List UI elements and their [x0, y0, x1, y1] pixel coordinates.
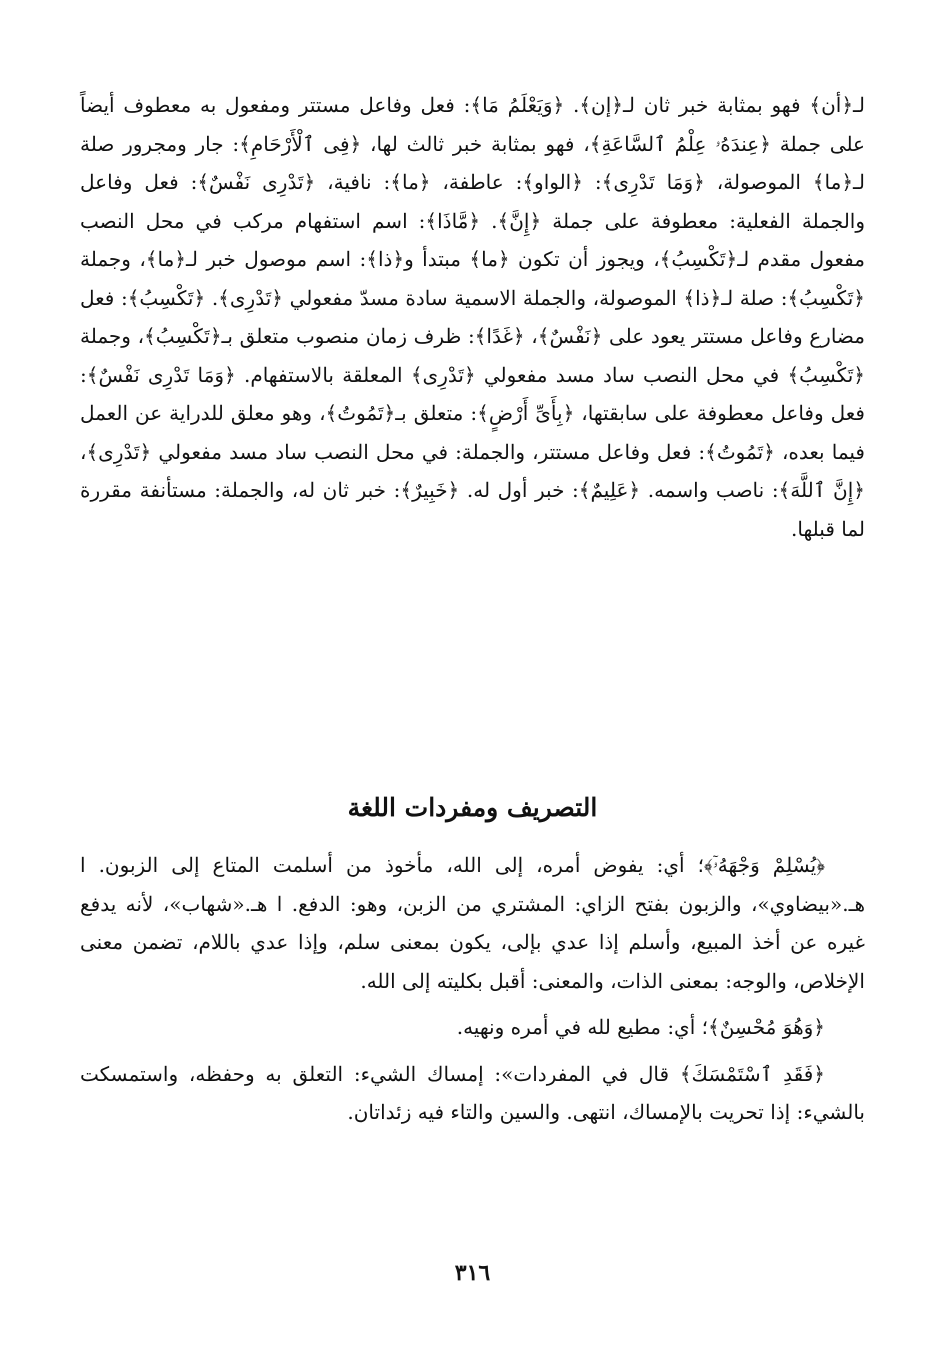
tasrif-section	[80, 846, 865, 1132]
section-heading: التصريف ومفردات اللغة	[347, 793, 598, 822]
tasrif-paragraph-yuslim-text: ﴿يُسْلِمْ وَجْهَهُۥٓ﴾؛ أي: يفوض أمره، إلى الله، مأخوذ من أسلمت المتاع إلى الزبون. ا هـ.«بيضاوي»، والزبون بفتح الزاي: المشتري من الزبن، وهو: الدفع. ا هـ.«شهاب»، لأنه يدفع غيره عن أخذ المبيع، وأسلم إذا عدي بإلى، يكون بمعنى سلم، وإذا عدي باللام، تضمن معنى الإخلاص، والوجه: بمعنى الذات، والمعنى: أقبل بكليته إلى الله.	[80, 853, 865, 993]
tasrif-paragraph-muhsin	[80, 1008, 865, 1047]
tasrif-paragraph-muhsin-text: ﴿وَهُوَ مُحْسِنٌ﴾؛ أي: مطيع لله في أمره ونهيه.	[456, 1015, 825, 1039]
tasrif-paragraph-istamsaka	[80, 1055, 865, 1132]
irab-section	[80, 86, 865, 548]
page-number: ٣١٦	[454, 1260, 491, 1286]
irab-paragraph: لـ﴿أن﴾ فهو بمثابة خبر ثان لـ﴿إن﴾. ﴿وَيَعْلَمُ مَا﴾: فعل وفاعل مستتر ومفعول به معطوف أيضاً على جملة ﴿عِندَهُۥ عِلْمُ ٱلسَّاعَةِ﴾، فهو بمثابة خبر ثالث لها، ﴿فِى ٱلْأَرْحَامِ﴾: جار ومجرور صلة لـ﴿ما﴾ الموصولة، ﴿وَمَا تَدْرِى﴾: ﴿الواو﴾: عاطفة، ﴿ما﴾: نافية، ﴿تَدْرِى نَفْسٌ﴾: فعل وفاعل والجملة الفعلية: معطوفة على جملة ﴿إِنَّ﴾. ﴿مَّاذَا﴾: اسم استفهام مركب في محل النصب مفعول مقدم لـ﴿تَكْسِبُ﴾، ويجوز أن تكون ﴿ما﴾ مبتدأ و﴿ذا﴾: اسم موصول خبر لـ﴿ما﴾، وجملة ﴿تَكْسِبُ﴾: صلة لـ﴿ذا﴾ الموصولة، والجملة الاسمية سادة مسدّ مفعولي ﴿تَدْرِى﴾. ﴿تَكْسِبُ﴾: فعل مضارع وفاعل مستتر يعود على ﴿نَفْسٌ﴾، ﴿غَدًا﴾: ظرف زمان منصوب متعلق بـ﴿تَكْسِبُ﴾، وجملة ﴿تَكْسِبُ﴾ في محل النصب ساد مسد مفعولي ﴿تَدْرِى﴾ المعلقة بالاستفهام. ﴿وَمَا تَدْرِى نَفْسٌ﴾: فعل وفاعل معطوفة على سابقتها، ﴿بِأَىِّ أَرْضٍ﴾: متعلق بـ﴿تَمُوتُ﴾، وهو معلق للدراية عن العمل فيما بعده، ﴿تَمُوتُ﴾: فعل وفاعل مستتر، والجملة: في محل النصب ساد مسد مفعولي ﴿تَدْرِى﴾، ﴿إِنَّ ٱللَّهَ﴾: ناصب واسمه. ﴿عَلِيمٌ﴾: خبر أول له. ﴿خَبِيرٌ﴾: خبر ثان له، والجملة: مستأنفة مقررة لما قبلها.	[80, 93, 865, 541]
tasrif-paragraph-yuslim	[80, 846, 865, 1000]
tasrif-paragraph-istamsaka-text: ﴿فَقَدِ ٱسْتَمْسَكَ﴾ قال في المفردات»: إمساك الشيء: التعلق به وحفظه، واستمسكت بالشيء: إذا تحريت بالإمساك، انتهى. والسين والتاء فيه زئداتان.	[80, 1061, 865, 1124]
